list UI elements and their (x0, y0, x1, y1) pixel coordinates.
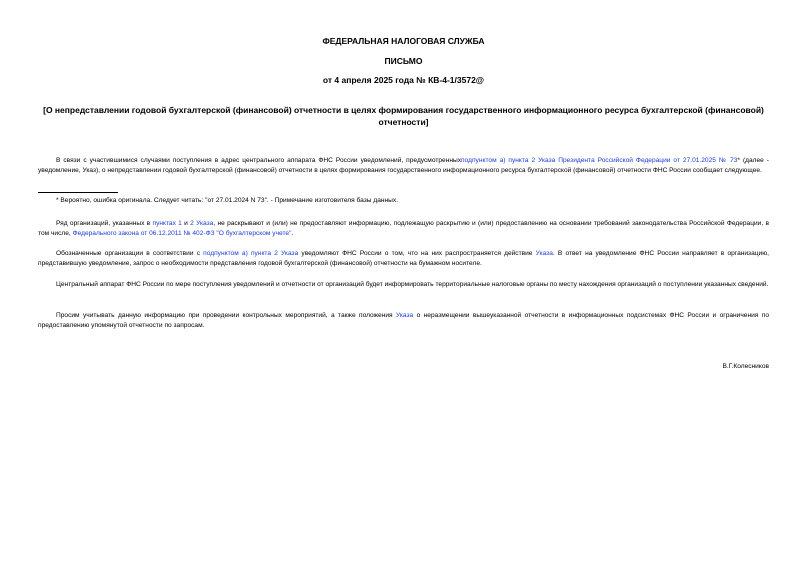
paragraph-4: Центральный аппарат ФНС России по мере поступления уведомлений и отчетности от организаций будет информировать территориальные налоговые органы по месту нахождения организаций о поступлении указанных сведений. (56, 281, 769, 288)
paragraph-text: и (181, 220, 191, 227)
signature: В.Г.Колесников (722, 363, 769, 370)
footnote-divider (38, 192, 118, 193)
decree-link[interactable]: Указа (535, 250, 553, 257)
paragraph-text: Просим учитывать данную информацию при проведении контрольных мероприятий, а также положения (56, 312, 396, 319)
paragraph-text: * (далее - уведомление, Указ), о непредставлении годовой бухгалтерской (финансовой) отчетности в целях формирования государственного информационного ресурса бухгалтерской (финансовой) отчетности ФНС России сообщает следующее. (38, 157, 769, 174)
paragraph-text: Ряд организаций, указанных в (56, 220, 153, 227)
decree-link[interactable]: 2 Указа (190, 220, 214, 227)
document-subject: [О непредставлении годовой бухгалтерской (финансовой) отчетности в целях формирования государственного информационного ресурса бухгалтерской (финансовой) отчетности] (43, 105, 764, 127)
paragraph-text: В связи с участившимися случаями поступления в адрес центрального аппарата ФНС России уведомлений, предусмотренных (56, 157, 462, 164)
paragraph-1 (38, 156, 769, 175)
issuing-authority: ФЕДЕРАЛЬНАЯ НАЛОГОВАЯ СЛУЖБА (322, 36, 485, 46)
footnote: * Вероятно, ошибка оригинала. Следует читать: "от 27.01.2024 N 73". - Примечание изготовителя базы данных. (56, 197, 399, 204)
paragraph-text: . В ответ на уведомление ФНС России направляет в организацию, представившую уведомление, запрос о необходимости представления годовой бухгалтерской (финансовой) отчетности на бумажном носителе. (38, 250, 769, 267)
paragraph-text: . (291, 229, 294, 237)
document-date-number: от 4 апреля 2025 года № КВ-4-1/3572@ (322, 75, 485, 85)
paragraph-2 (38, 219, 769, 238)
document-type: ПИСЬМО (384, 56, 423, 66)
paragraph-text: о неразмещении вышеуказанной отчетности в информационных подсистемах ФНС России и ограничения по предоставлению упомянутой отчетности по запросам. (38, 312, 769, 329)
paragraph-5 (38, 311, 769, 330)
paragraph-text: Обозначенные организации в соответствии с (56, 250, 204, 257)
federal-law-link[interactable]: Федерального закона от 06.12.2011 № 402-ФЗ "О бухгалтерском учете" (72, 229, 292, 237)
decree-link[interactable]: Указа (396, 312, 414, 319)
paragraph-text: , не раскрывают и (или) не предоставляют информацию, подлежащую раскрытию и (или) предоставлению на основании требований законодательства Российской Федерации, в том числе, (38, 220, 769, 237)
decree-subpoint-link[interactable]: подпунктом а) пункта 2 Указа (203, 250, 299, 257)
paragraph-3 (38, 249, 769, 268)
paragraph-text: уведомляют ФНС России о том, что на них распространяется действие (298, 250, 536, 257)
decree-points-link[interactable]: пунктах 1 (152, 220, 182, 227)
decree-link[interactable]: подпунктом а) пункта 2 Указа Президента Российской Федерации от 27.01.2025 № 73 (461, 157, 738, 164)
